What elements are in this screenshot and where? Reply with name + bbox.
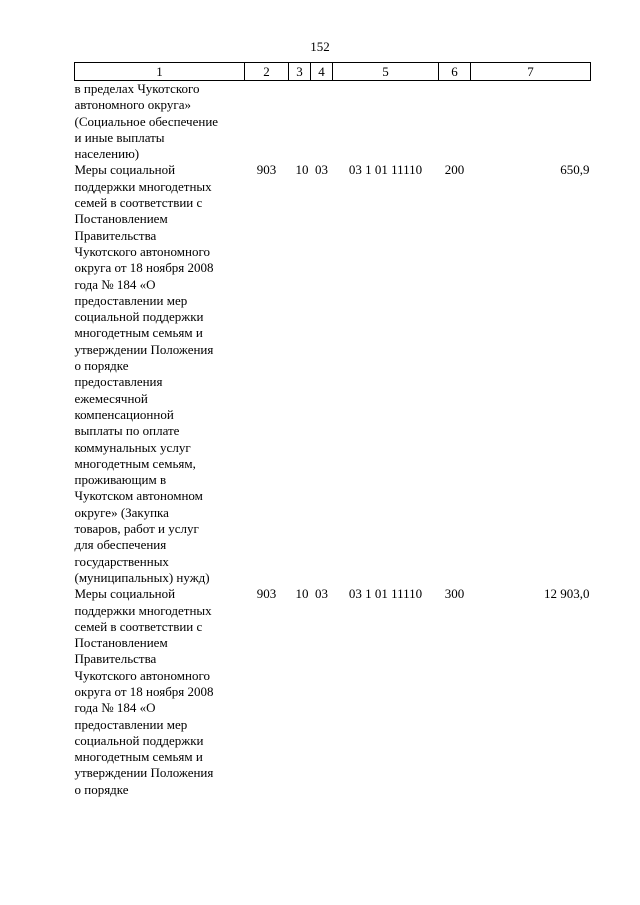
description-line: выплаты по оплате (74, 423, 180, 439)
description-line: округа от 18 ноября 2008 (74, 260, 214, 276)
description-line: Постановлением (74, 635, 168, 651)
description-line: поддержки многодетных (74, 178, 212, 194)
section-code: 10 (295, 586, 309, 602)
description-line: многодетным семьям и (74, 325, 203, 341)
description-line: социальной поддержки (74, 309, 204, 325)
description-line: в пределах Чукотского (74, 81, 200, 96)
description-line: (муниципальных) нужд) (74, 569, 210, 585)
section-code (289, 81, 311, 163)
subsection-code (311, 81, 333, 163)
description-line: Правительства (74, 227, 157, 243)
description-line: предоставлении мер (74, 292, 188, 308)
table-body (75, 81, 591, 799)
description-line: Чукотского автономного (74, 243, 210, 259)
description-line: ежемесячной (74, 390, 148, 406)
budget-table (74, 62, 591, 798)
header-col-4: 4 (311, 63, 333, 81)
target-article-code: 03 1 01 11110 (348, 586, 423, 602)
description-line: семей в соответствии с (74, 195, 203, 211)
table-row (75, 81, 591, 163)
ministry-code: 903 (256, 586, 277, 602)
description-line: о порядке (74, 358, 129, 374)
description-line: многодетным семьям и (74, 749, 203, 765)
description-line: Постановлением (74, 211, 168, 227)
description-line: утверждении Положения (74, 341, 214, 357)
description-line: социальной поддержки (74, 732, 204, 748)
subsection-code: 03 (315, 586, 328, 602)
header-col-7: 7 (471, 63, 591, 81)
ministry-code (245, 81, 289, 163)
description-line: предоставления (74, 374, 163, 390)
description-line: товаров, работ и услуг (74, 521, 199, 537)
description-line: коммунальных услуг (74, 439, 191, 455)
description-line: округа от 18 ноября 2008 (74, 683, 214, 699)
description-line: поддержки многодетных (74, 602, 212, 618)
page-number: 152 (310, 39, 330, 54)
amount: 12 903,0 (544, 586, 590, 602)
expense-type-code: 300 (444, 586, 465, 602)
expense-type-code (439, 81, 471, 163)
description-line: для обеспечения (74, 537, 167, 553)
description-line: года № 184 «О (74, 700, 156, 716)
header-col-6: 6 (439, 63, 471, 81)
description-line: Чукотского автономного (74, 667, 210, 683)
row-description (75, 586, 245, 798)
description-line: государственных (74, 553, 169, 569)
description-line: семей в соответствии с (74, 618, 203, 634)
table-row (75, 162, 591, 586)
description-line: округе» (Закупка (74, 504, 169, 520)
description-line: компенсационной (74, 406, 174, 422)
amount (471, 81, 591, 163)
row-description (75, 81, 245, 163)
target-article-code (333, 81, 439, 163)
target-article-code: 03 1 01 11110 (348, 162, 423, 178)
description-line: Правительства (74, 651, 157, 667)
row-description (75, 162, 245, 586)
description-line: и иные выплаты (74, 129, 165, 145)
description-line: Чукотском автономном (74, 488, 203, 504)
table-row (75, 586, 591, 798)
description-line: о порядке (74, 781, 129, 797)
ministry-code: 903 (256, 162, 277, 178)
header-col-1: 1 (75, 63, 245, 81)
description-line: года № 184 «О (74, 276, 156, 292)
description-line: многодетным семьям, (74, 455, 196, 471)
description-line: автономного округа» (74, 97, 191, 113)
section-code: 10 (295, 162, 309, 178)
expense-type-code: 200 (444, 162, 465, 178)
subsection-code: 03 (315, 162, 328, 178)
description-line: Меры социальной (74, 162, 176, 178)
description-line: населению) (74, 146, 140, 162)
description-line: предоставлении мер (74, 716, 188, 732)
description-line: проживающим в (74, 472, 167, 488)
table-header-row (75, 63, 591, 81)
description-line: утверждении Положения (74, 765, 214, 781)
amount: 650,9 (560, 162, 590, 178)
header-col-2: 2 (245, 63, 289, 81)
header-col-5: 5 (333, 63, 439, 81)
description-line: (Социальное обеспечение (74, 113, 219, 129)
header-col-3: 3 (289, 63, 311, 81)
description-line: Меры социальной (74, 586, 176, 602)
